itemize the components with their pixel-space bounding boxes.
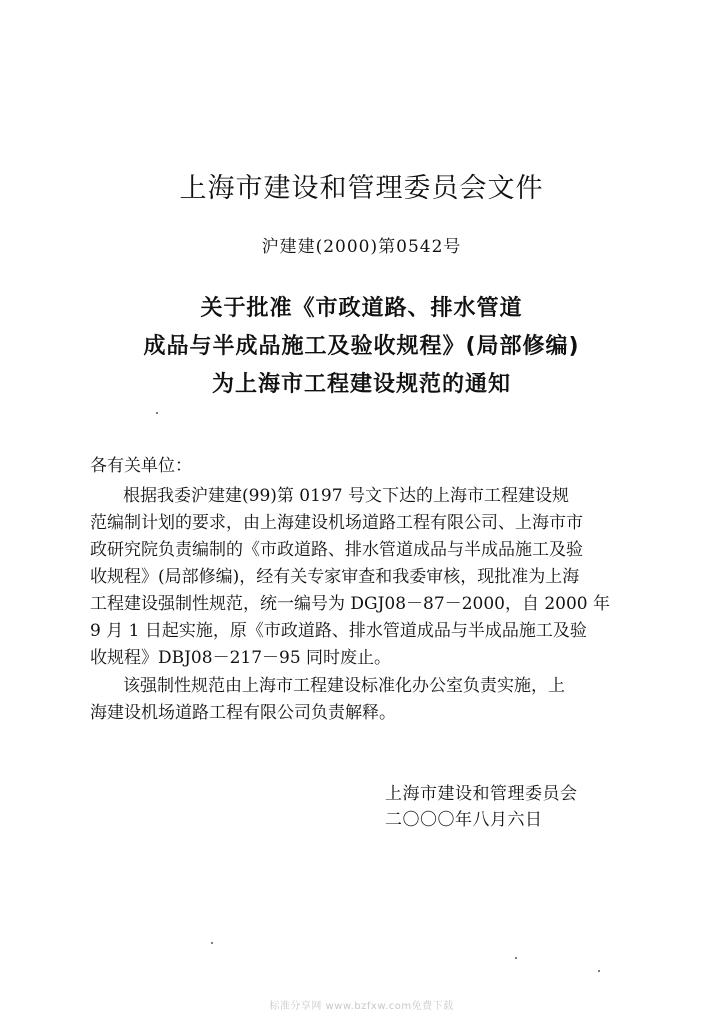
body-line: 海建设机场道路工程有限公司负责解释。 xyxy=(90,703,396,723)
body-line: 收规程》(局部修编)，经有关专家审查和我委审核，现批准为上海 xyxy=(90,567,580,587)
body-line: 政研究院负责编制的《市政道路、排水管道成品与半成品施工及验 xyxy=(90,540,583,560)
body-line: 该强制性规范由上海市工程建设标准化办公室负责实施，上 xyxy=(123,676,565,696)
body-line: 根据我委沪建建(99)第 0197 号文下达的上海市工程建设规 xyxy=(123,486,569,506)
scan-speck xyxy=(211,942,213,944)
notice-title-line-2: 成品与半成品施工及验收规程》(局部修编) xyxy=(143,334,580,359)
document-header-title: 上海市建设和管理委员会文件 xyxy=(179,173,544,204)
scan-speck xyxy=(156,412,158,414)
scan-speck xyxy=(515,957,517,959)
scan-speck xyxy=(598,970,600,972)
signature-date: 二〇〇〇年八月六日 xyxy=(385,810,543,830)
footer-watermark: 标准分享网 www.bzfxw.com免费下载 xyxy=(269,1001,454,1012)
salutation: 各有关单位： xyxy=(90,456,192,476)
body-line: 工程建设强制性规范，统一编号为 DGJ08－87－2000，自 2000 年 xyxy=(90,594,611,614)
document-number: 沪建建(2000)第0542号 xyxy=(261,237,462,257)
body-line: 9 月 1 日起实施，原《市政道路、排水管道成品与半成品施工及验 xyxy=(90,621,587,641)
notice-title-line-3: 为上海市工程建设规范的通知 xyxy=(211,372,511,397)
body-line: 收规程》DBJ08－217－95 同时废止。 xyxy=(90,648,392,668)
notice-title-line-1: 关于批准《市政道路、排水管道 xyxy=(200,296,523,321)
signature-organization: 上海市建设和管理委员会 xyxy=(385,784,578,804)
body-line: 范编制计划的要求，由上海建设机场道路工程有限公司、上海市市 xyxy=(90,513,583,533)
